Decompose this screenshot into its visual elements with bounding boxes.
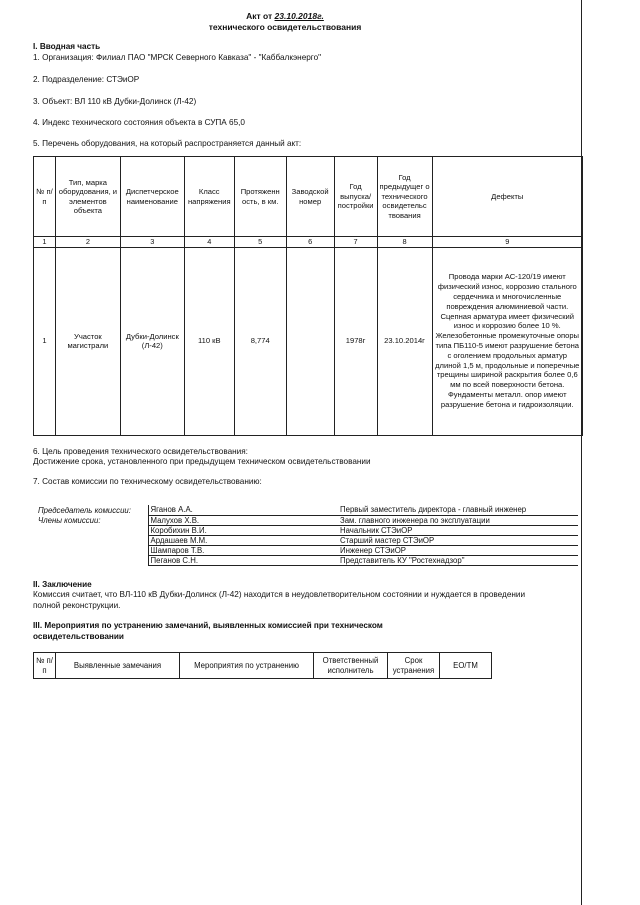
commission-row: [36, 555, 578, 565]
col-header: Мероприятия по устранению: [180, 653, 314, 679]
act-header: [170, 11, 400, 33]
previous-inspection: 23.10.2014г: [377, 247, 432, 435]
col-header: № п/п: [34, 157, 56, 237]
object-line: 3. Объект: ВЛ 110 кВ Дубки-Долинск (Л-42): [33, 97, 197, 106]
col-header: Год предыдущег о технического освидетельс твования: [377, 157, 432, 237]
section1-title: I. Вводная часть: [33, 42, 101, 51]
section3-title: III. Мероприятия по устранению замечаний, выявленных комиссией при техническом: [33, 621, 383, 630]
col-number: 1: [34, 237, 56, 248]
equipment-type: Участок магистрали: [55, 247, 120, 435]
member-position: Старший мастер СТЭиОР: [338, 535, 578, 545]
dispatch-name: Дубки-Долинск (Л-42): [120, 247, 184, 435]
member-position: Представитель КУ "Ростехнадзор": [338, 555, 578, 565]
organization-line: 1. Организация: Филиал ПАО "МРСК Северного Кавказа" - "Каббалкэнерго": [33, 53, 322, 62]
section7-title: 7. Состав комиссии по техническому освидетельствованию:: [33, 477, 262, 486]
col-header: Класс напряжения: [184, 157, 234, 237]
col-header: № п/п: [34, 653, 56, 679]
table-row: [34, 247, 583, 435]
table-header-row: [34, 157, 583, 237]
col-number: 5: [234, 237, 286, 248]
voltage-class: 110 кВ: [184, 247, 234, 435]
commission-row: [36, 525, 578, 535]
col-header: Диспетчерское наименование: [120, 157, 184, 237]
condition-index-line: 4. Индекс технического состояния объекта в СУПА 65,0: [33, 118, 245, 127]
member-position: Инженер СТЭиОР: [338, 545, 578, 555]
table-header-row: [34, 653, 492, 679]
col-header: Ответственный исполнитель: [314, 653, 388, 679]
commission-row: [36, 545, 578, 555]
act-date: 23.10.2018г.: [274, 11, 324, 21]
section6-title: 6. Цель проведения технического освидетельствования:: [33, 447, 248, 456]
section3-title-cont: освидетельствовании: [33, 632, 124, 641]
subdivision-line: 2. Подразделение: СТЭиОР: [33, 75, 140, 84]
member-name: Ардашаев М.М.: [148, 535, 338, 545]
col-number: 9: [432, 237, 582, 248]
col-header: Заводской номер: [286, 157, 334, 237]
act-title: Акт от 23.10.2018г.: [246, 11, 324, 21]
row-number: 1: [34, 247, 56, 435]
col-header: Год выпуска/ постройки: [334, 157, 377, 237]
col-number: 8: [377, 237, 432, 248]
section2-title: II. Заключение: [33, 580, 92, 589]
col-header: Тип, марка оборудования, и элементов объекта: [55, 157, 120, 237]
section6-text: Достижение срока, установленного при предыдущем техническом освидетельствовании: [33, 457, 371, 466]
members-label: Члены комиссии:: [38, 515, 101, 525]
length-km: 8,774: [234, 247, 286, 435]
col-number: 3: [120, 237, 184, 248]
member-name: Малухов Х.В.: [148, 515, 338, 525]
member-position: Зам. главного инженера по эксплуатации: [338, 515, 578, 525]
col-number: 2: [55, 237, 120, 248]
measures-table: [33, 652, 492, 679]
equipment-list-line: 5. Перечень оборудования, на который распространяется данный акт:: [33, 139, 302, 148]
col-number: 6: [286, 237, 334, 248]
scan-edge-line: [581, 0, 582, 905]
build-year: 1978г: [334, 247, 377, 435]
serial-number: [286, 247, 334, 435]
col-header: Срок устранения: [388, 653, 440, 679]
col-header: Протяженн ость, в км.: [234, 157, 286, 237]
chair-label: Председатель комиссии:: [38, 505, 131, 515]
member-name: Шампаров Т.В.: [148, 545, 338, 555]
member-name: Яганов А.А.: [148, 505, 338, 515]
equipment-table: [33, 156, 583, 436]
member-position: Первый заместитель директора - главный инженер: [338, 505, 578, 515]
commission-row: [36, 515, 578, 525]
commission-row: [36, 535, 578, 545]
col-header: Выявленные замечания: [56, 653, 180, 679]
act-subtitle: технического освидетельствования: [208, 22, 362, 32]
conclusion-line2: полной реконструкции.: [33, 601, 121, 610]
member-name: Пеганов С.Н.: [148, 555, 338, 565]
member-position: Начальник СТЭиОР: [338, 525, 578, 535]
col-number: 4: [184, 237, 234, 248]
column-number-row: [34, 237, 583, 248]
col-header: Дефекты: [432, 157, 582, 237]
commission-table: [36, 505, 578, 566]
col-number: 7: [334, 237, 377, 248]
conclusion-line1: Комиссия считает, что ВЛ-110 кВ Дубки-Долинск (Л-42) находится в неудовлетворительном состоянии и нуждается в проведении: [33, 590, 526, 599]
defects-text: Провода марки АС-120/19 имеют физический износ, коррозию стального сердечника и многочисленные повреждения алюминиевой части. Сцепная арматура имеет физический износ и коррозию более 10 %. Железобетонные промежуточные опоры типа ПБ110-5 имеют разрушение бетона с оголением продольных арматур длиной 1,5 м, продольные и поперечные трещины шириной раскрытия более 0,6 мм по всей поверхности бетона. Фундаменты металл. опор имеют разрушение бетона и гидроизоляции.: [432, 247, 582, 435]
col-header: ЕО/ТМ: [440, 653, 492, 679]
commission-row: [36, 505, 578, 515]
member-name: Коробихин В.И.: [148, 525, 338, 535]
